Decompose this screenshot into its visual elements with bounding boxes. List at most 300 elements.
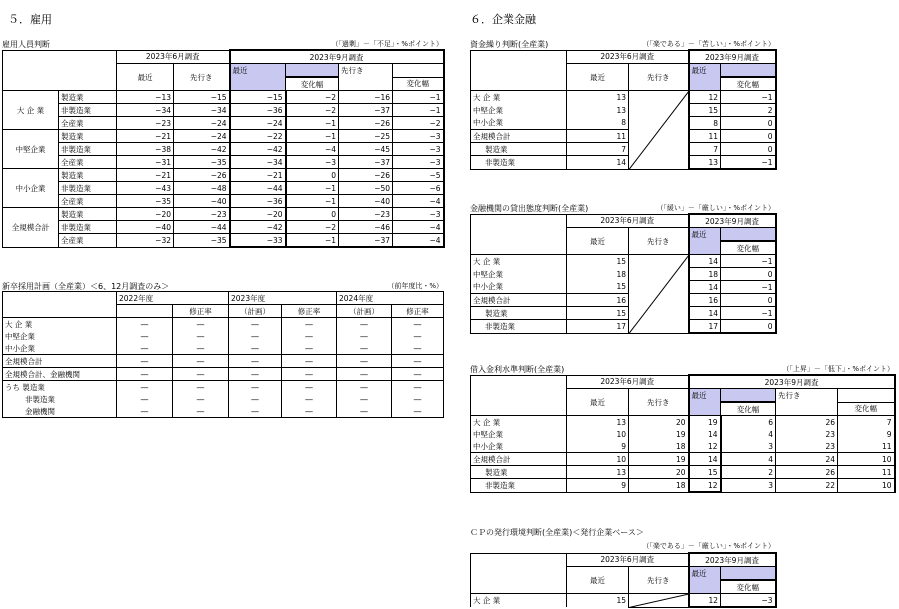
table-row <box>3 104 444 117</box>
value-cell: ― <box>173 318 229 331</box>
value-cell: 0 <box>721 294 776 307</box>
row-label: 製造業 <box>59 130 117 143</box>
table-row <box>3 182 444 195</box>
value-cell: ― <box>392 393 444 405</box>
group-label: 中堅企業 <box>3 130 59 169</box>
value-cell: 11 <box>689 130 721 143</box>
value-cell: 13 <box>567 91 629 104</box>
value-cell: ― <box>282 330 337 342</box>
value-cell: 14 <box>689 453 721 466</box>
value-cell: −50 <box>339 182 393 195</box>
value-cell: −1 <box>286 195 339 208</box>
hiring-table <box>2 291 444 418</box>
row-label: 製造業 <box>59 169 117 182</box>
value-cell: ― <box>117 318 173 331</box>
section-6-title: ６．企業金融 <box>470 13 536 26</box>
value-cell: −42 <box>230 143 286 156</box>
value-cell: −20 <box>117 208 174 221</box>
diagonal-slash-line <box>629 91 689 170</box>
table-cell <box>3 305 117 318</box>
table-cell <box>471 567 567 594</box>
value-cell: ― <box>337 355 392 368</box>
header-change: 変化幅 <box>286 77 339 91</box>
header-ahead: 先行き <box>629 389 689 416</box>
table-cell <box>471 214 567 228</box>
table-row <box>471 255 776 268</box>
value-cell: ― <box>337 405 392 418</box>
header-recent: 最近 <box>230 64 286 78</box>
value-cell: ― <box>392 405 444 418</box>
value-cell: −3 <box>393 130 444 143</box>
value-cell: 24 <box>776 453 838 466</box>
value-cell: 15 <box>567 255 629 268</box>
value-cell: −1 <box>286 182 339 195</box>
table-row <box>3 156 444 169</box>
value-cell: −1 <box>286 130 339 143</box>
table-header-row <box>471 228 776 242</box>
row-label: 全規模合計、金融機関 <box>3 368 117 381</box>
header-change: 変化幅 <box>393 77 444 91</box>
value-cell: 22 <box>776 479 838 493</box>
value-cell: −37 <box>339 234 393 248</box>
row-label: 非製造業 <box>471 320 567 334</box>
fund-unit: （「楽である」－「苦しい」・%ポイント） <box>642 40 775 48</box>
lending-unit: （「緩い」－「厳しい」・%ポイント） <box>656 204 775 212</box>
value-cell: 18 <box>689 268 721 281</box>
value-cell: −2 <box>286 91 339 104</box>
value-cell: −2 <box>393 117 444 130</box>
diagonal-slash <box>629 594 689 608</box>
row-label: 製造業 <box>59 208 117 221</box>
value-cell: 0 <box>721 143 776 156</box>
value-cell: 0 <box>286 208 339 221</box>
table-row <box>471 130 776 143</box>
header-june: 2023年6月調査 <box>567 50 689 64</box>
header-year: 2022年度 <box>117 292 173 305</box>
table-cell <box>3 292 117 305</box>
value-cell: −24 <box>174 130 230 143</box>
value-cell: ― <box>392 318 444 331</box>
value-cell: −2 <box>286 221 339 234</box>
header-change: 変化幅 <box>721 77 776 91</box>
row-label: 非製造業 <box>471 479 567 493</box>
table-cell <box>689 402 721 416</box>
table-cell <box>3 64 117 91</box>
value-cell: ― <box>117 342 173 355</box>
value-cell: −33 <box>230 234 286 248</box>
value-cell: 14 <box>567 156 629 170</box>
value-cell: −23 <box>117 117 174 130</box>
value-cell: −26 <box>174 169 230 182</box>
value-cell: ― <box>117 381 173 394</box>
row-label: 中堅企業 <box>471 104 567 117</box>
table-row <box>3 143 444 156</box>
value-cell: −36 <box>230 104 286 117</box>
value-cell: −43 <box>117 182 174 195</box>
employment-unit: （「過剰」－「不足」・%ポイント） <box>331 40 443 48</box>
group-label: 中小企業 <box>3 169 59 208</box>
table-header-row <box>471 389 895 403</box>
row-label: うち 製造業 <box>3 381 117 394</box>
value-cell: −42 <box>230 221 286 234</box>
table-row <box>3 393 444 405</box>
row-label: 大 企 業 <box>471 594 567 608</box>
hiring-caption: 新卒採用計画（全産業）＜6、12月調査のみ＞ <box>2 282 170 291</box>
table-row <box>471 143 776 156</box>
value-cell: ― <box>392 355 444 368</box>
value-cell: ― <box>337 330 392 342</box>
value-cell: ― <box>173 405 229 418</box>
row-label: 中小企業 <box>471 281 567 294</box>
value-cell: 13 <box>567 104 629 117</box>
table-cell <box>776 402 838 416</box>
value-cell: 14 <box>689 281 721 294</box>
row-label: 中堅企業 <box>471 268 567 281</box>
value-cell: −40 <box>117 221 174 234</box>
row-label: 中堅企業 <box>471 428 567 440</box>
value-cell: ― <box>117 330 173 342</box>
value-cell: 14 <box>689 428 721 440</box>
row-label: 非製造業 <box>59 182 117 195</box>
value-cell: −2 <box>286 104 339 117</box>
value-cell: ― <box>337 381 392 394</box>
row-label: 全規模合計 <box>471 453 567 466</box>
value-cell: −25 <box>339 130 393 143</box>
table-header-row <box>3 305 444 318</box>
value-cell: −15 <box>174 91 230 104</box>
table-header-row <box>471 567 776 581</box>
group-label: 大 企 業 <box>3 91 59 130</box>
value-cell: 2 <box>721 104 776 117</box>
lending-caption: 金融機関の貸出態度判断(全産業) <box>470 204 589 213</box>
value-cell: 12 <box>689 479 721 493</box>
table-row <box>471 281 776 294</box>
value-cell: −34 <box>230 156 286 169</box>
value-cell: −44 <box>230 182 286 195</box>
diagonal-slash <box>629 91 689 170</box>
value-cell: −35 <box>117 195 174 208</box>
header-recent: 最近 <box>689 228 721 242</box>
table-header-row <box>3 50 444 64</box>
row-label: 中小企業 <box>3 342 117 355</box>
table-header-row <box>471 214 776 228</box>
value-cell: −24 <box>230 117 286 130</box>
table-row <box>471 268 776 281</box>
employment-table <box>2 49 445 248</box>
header-sept: 2023年9月調査 <box>689 553 776 567</box>
table-row <box>471 307 776 320</box>
rate-unit: （「上昇」－「低下」・%ポイント） <box>782 365 894 373</box>
row-label: 大 企 業 <box>471 91 567 104</box>
value-cell: −20 <box>230 208 286 221</box>
table-cell <box>838 389 895 403</box>
header-revised: 修正率 <box>282 305 337 318</box>
header-recent: 最近 <box>689 389 721 403</box>
value-cell: −35 <box>174 234 230 248</box>
header-ahead: 先行き <box>629 567 689 594</box>
value-cell: −1 <box>721 156 776 170</box>
value-cell: ― <box>173 393 229 405</box>
row-label: 非製造業 <box>3 393 117 405</box>
value-cell: −4 <box>393 195 444 208</box>
value-cell: ― <box>392 342 444 355</box>
value-cell: −23 <box>174 208 230 221</box>
fund-caption: 資金繰り判断(全産業) <box>470 40 549 49</box>
header-plan: （計画） <box>337 305 392 318</box>
table-cell <box>721 389 776 403</box>
header-recent: 最近 <box>689 64 721 78</box>
rate-caption: 借入金利水準判断(全産業) <box>470 365 565 374</box>
value-cell: 18 <box>629 479 689 493</box>
row-label: 製造業 <box>471 466 567 479</box>
table-row <box>471 416 895 429</box>
value-cell: −1 <box>721 255 776 268</box>
value-cell: ― <box>392 381 444 394</box>
value-cell: ― <box>282 355 337 368</box>
row-label: 金融機関 <box>3 405 117 418</box>
value-cell: −26 <box>339 117 393 130</box>
value-cell: 19 <box>689 416 721 429</box>
value-cell: 15 <box>689 466 721 479</box>
value-cell: ― <box>229 330 282 342</box>
header-june: 2023年6月調査 <box>567 553 689 567</box>
value-cell: 15 <box>567 307 629 320</box>
value-cell: −37 <box>339 156 393 169</box>
value-cell: −40 <box>339 195 393 208</box>
section-5-title: ５．雇用 <box>8 13 52 26</box>
value-cell: −4 <box>393 234 444 248</box>
value-cell: ― <box>392 368 444 381</box>
value-cell: −38 <box>117 143 174 156</box>
value-cell: 7 <box>567 143 629 156</box>
table-cell <box>173 292 229 305</box>
value-cell: 4 <box>721 428 776 440</box>
value-cell: −35 <box>174 156 230 169</box>
header-recent: 最近 <box>689 567 721 581</box>
table-row <box>3 117 444 130</box>
value-cell: 26 <box>776 416 838 429</box>
value-cell: −1 <box>393 104 444 117</box>
row-label: 中堅企業 <box>3 330 117 342</box>
header-ahead: 先行き <box>776 389 838 403</box>
value-cell: 12 <box>689 594 721 608</box>
header-recent: 最近 <box>567 567 629 594</box>
value-cell: 15 <box>567 594 629 608</box>
value-cell: −45 <box>339 143 393 156</box>
header-change: 変化幅 <box>721 402 776 416</box>
value-cell: −42 <box>174 143 230 156</box>
header-ahead: 先行き <box>629 64 689 91</box>
value-cell: ― <box>117 368 173 381</box>
rate-table <box>470 374 896 493</box>
header-ahead: 先行き <box>629 228 689 255</box>
table-row <box>3 342 444 355</box>
fund-table <box>470 49 777 170</box>
header-recent: 最近 <box>567 389 629 416</box>
value-cell: ― <box>117 393 173 405</box>
row-label: 全産業 <box>59 234 117 248</box>
table-row <box>3 330 444 342</box>
table-cell <box>3 50 117 64</box>
table-cell <box>339 77 393 91</box>
value-cell: ― <box>282 342 337 355</box>
table-row <box>3 91 444 104</box>
value-cell: −6 <box>393 182 444 195</box>
value-cell: 13 <box>567 416 629 429</box>
row-label: 全規模合計 <box>3 355 117 368</box>
row-label: 全規模合計 <box>471 294 567 307</box>
value-cell: 9 <box>567 479 629 493</box>
lending-table <box>470 213 777 334</box>
value-cell: 7 <box>838 416 895 429</box>
table-cell <box>471 389 567 416</box>
header-sept: 2023年9月調査 <box>689 50 776 64</box>
row-label: 製造業 <box>471 143 567 156</box>
header-june: 2023年6月調査 <box>567 375 689 389</box>
value-cell: −13 <box>117 91 174 104</box>
value-cell: −34 <box>117 104 174 117</box>
value-cell: ― <box>282 381 337 394</box>
value-cell: 20 <box>629 416 689 429</box>
table-cell <box>471 375 567 389</box>
table-cell <box>471 228 567 255</box>
table-cell <box>689 241 721 255</box>
value-cell: 14 <box>689 255 721 268</box>
value-cell: −24 <box>174 117 230 130</box>
table-cell <box>286 64 339 78</box>
header-plan: （計画） <box>229 305 282 318</box>
table-row <box>3 130 444 143</box>
value-cell: 0 <box>286 169 339 182</box>
value-cell: −4 <box>286 143 339 156</box>
table-row <box>3 169 444 182</box>
value-cell: 13 <box>689 156 721 170</box>
row-label: 全産業 <box>59 156 117 169</box>
value-cell: −22 <box>230 130 286 143</box>
value-cell: −5 <box>393 169 444 182</box>
row-label: 非製造業 <box>59 104 117 117</box>
header-change: 変化幅 <box>838 402 895 416</box>
row-label: 非製造業 <box>59 221 117 234</box>
table-row <box>3 208 444 221</box>
value-cell: ― <box>282 318 337 331</box>
value-cell: ― <box>337 368 392 381</box>
value-cell: 17 <box>567 320 629 334</box>
header-ahead: 先行き <box>174 64 230 91</box>
value-cell: 10 <box>567 453 629 466</box>
header-sept: 2023年9月調査 <box>689 214 776 228</box>
value-cell: −21 <box>230 169 286 182</box>
value-cell: ― <box>282 405 337 418</box>
value-cell: −3 <box>721 594 776 608</box>
table-cell <box>471 64 567 91</box>
row-label: 中小企業 <box>471 117 567 130</box>
value-cell: 0 <box>721 320 776 334</box>
value-cell: 0 <box>721 268 776 281</box>
value-cell: ― <box>282 393 337 405</box>
header-june: 2023年6月調査 <box>117 50 230 64</box>
value-cell: −40 <box>174 195 230 208</box>
value-cell: 20 <box>629 466 689 479</box>
table-row <box>3 195 444 208</box>
value-cell: 3 <box>721 479 776 493</box>
table-cell <box>721 64 776 78</box>
table-header-row <box>471 64 776 78</box>
value-cell: 18 <box>629 440 689 453</box>
table-row <box>471 594 776 608</box>
value-cell: 9 <box>838 428 895 440</box>
value-cell: −37 <box>339 104 393 117</box>
employment-caption: 雇用人員判断 <box>2 40 50 49</box>
value-cell: 0 <box>721 130 776 143</box>
table-cell <box>117 305 173 318</box>
value-cell: 4 <box>721 453 776 466</box>
value-cell: −23 <box>339 208 393 221</box>
value-cell: −3 <box>393 208 444 221</box>
value-cell: 0 <box>721 117 776 130</box>
value-cell: 8 <box>567 117 629 130</box>
value-cell: 15 <box>689 104 721 117</box>
row-label: 非製造業 <box>59 143 117 156</box>
table-row <box>471 117 776 130</box>
value-cell: 10 <box>838 479 895 493</box>
row-label: 全産業 <box>59 195 117 208</box>
header-revised: 修正率 <box>392 305 444 318</box>
row-label: 中小企業 <box>471 440 567 453</box>
row-label: 全規模合計 <box>471 130 567 143</box>
table-row <box>3 381 444 394</box>
table-row <box>471 440 895 453</box>
table-cell <box>392 292 444 305</box>
value-cell: ― <box>229 393 282 405</box>
value-cell: ― <box>337 318 392 331</box>
value-cell: 3 <box>721 440 776 453</box>
value-cell: 11 <box>567 130 629 143</box>
value-cell: ― <box>229 405 282 418</box>
table-cell <box>689 580 721 594</box>
table-row <box>471 320 776 334</box>
value-cell: 26 <box>776 466 838 479</box>
value-cell: 14 <box>689 307 721 320</box>
value-cell: −46 <box>339 221 393 234</box>
table-row <box>471 91 776 104</box>
group-label: 全規模合計 <box>3 208 59 248</box>
value-cell: 2 <box>721 466 776 479</box>
value-cell: ― <box>229 342 282 355</box>
value-cell: −1 <box>393 91 444 104</box>
value-cell: ― <box>117 355 173 368</box>
value-cell: −34 <box>174 104 230 117</box>
value-cell: −21 <box>117 169 174 182</box>
table-row <box>471 453 895 466</box>
value-cell: 16 <box>567 294 629 307</box>
value-cell: 8 <box>689 117 721 130</box>
header-june: 2023年6月調査 <box>567 214 689 228</box>
table-cell <box>282 292 337 305</box>
value-cell: −3 <box>393 143 444 156</box>
value-cell: ― <box>229 368 282 381</box>
row-label: 製造業 <box>59 91 117 104</box>
header-recent: 最近 <box>117 64 174 91</box>
header-year: 2024年度 <box>337 292 392 305</box>
table-cell <box>230 77 286 91</box>
value-cell: −1 <box>721 281 776 294</box>
value-cell: 10 <box>838 453 895 466</box>
table-header-row <box>3 64 444 78</box>
table-row <box>471 104 776 117</box>
value-cell: 7 <box>689 143 721 156</box>
value-cell: ― <box>173 342 229 355</box>
